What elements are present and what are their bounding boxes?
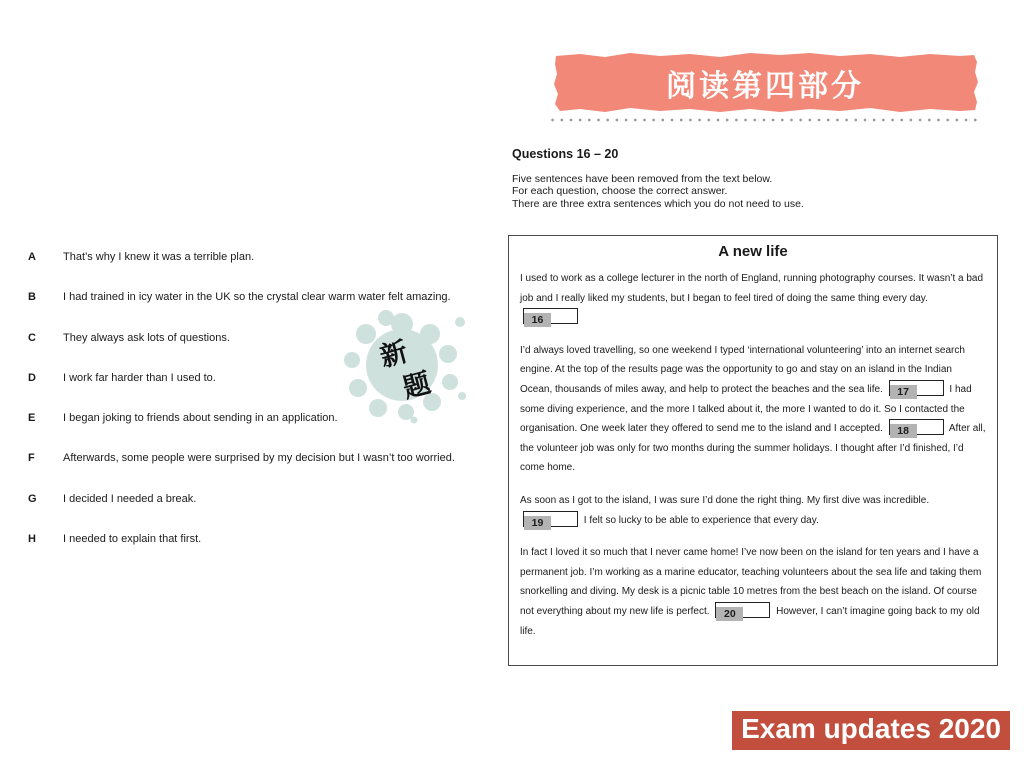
- option-text: I needed to explain that first.: [63, 533, 202, 546]
- option-row-F: [28, 452, 510, 492]
- gap-blank: [743, 603, 769, 617]
- answer-gap-17[interactable]: [889, 380, 944, 396]
- option-letter: F: [28, 452, 35, 465]
- answer-gap-19[interactable]: [523, 511, 578, 527]
- option-text: I work far harder than I used to.: [63, 371, 216, 384]
- passage-paragraph: I used to work as a college lecturer in the north of England, running photography courses. It wasn’t a bad job and I really liked my students, but I began to feel tired of doing the same thing every day. 16: [520, 273, 984, 327]
- answer-gap-18[interactable]: [889, 419, 944, 438]
- option-text: They always ask lots of questions.: [63, 331, 230, 344]
- option-letter: H: [28, 533, 36, 546]
- option-letter: D: [28, 371, 36, 384]
- option-row-A: [28, 251, 510, 291]
- gap-blank: [917, 420, 943, 434]
- section-banner: [550, 52, 980, 114]
- option-row-G: [28, 493, 510, 533]
- option-letter: B: [28, 291, 36, 304]
- gap-number: 18: [890, 424, 917, 438]
- option-row-H: [28, 533, 510, 573]
- footer-banner: [732, 711, 1010, 750]
- option-letter: C: [28, 331, 36, 344]
- gap-number: 19: [524, 516, 551, 530]
- passage-box: [508, 235, 998, 666]
- footer-banner-label: Exam updates 2020: [741, 713, 1001, 744]
- gap-number: 16: [524, 313, 551, 327]
- gap-blank: [917, 381, 943, 395]
- gap-blank: [551, 512, 577, 526]
- option-letter: G: [28, 492, 37, 505]
- instructions: [512, 173, 804, 210]
- questions-range-title: Questions 16 – 20: [512, 147, 619, 161]
- answer-gap-20[interactable]: [715, 602, 770, 618]
- stamp-char-new: 新: [376, 336, 411, 373]
- instruction-line: There are three extra sentences which you do not need to use.: [512, 197, 804, 210]
- option-text: That’s why I knew it was a terrible plan.: [63, 251, 255, 263]
- gap-number: 17: [890, 385, 917, 399]
- passage-paragraph: In fact I loved it so much that I never came home! I’ve now been on the island for ten years and I have a permanent job. I’m working as a marine educator, teaching volunteers about the sea life and taking them snorkelling and diving. My desk is a picnic table 10 metres from the best beach on the island. Of course not everything about my new life is perfect. 20 However, I can’t imagine going back to my old life.: [520, 547, 982, 637]
- section-banner-label: 阅读第四部分: [666, 70, 864, 103]
- new-question-stamp: [344, 310, 466, 424]
- passage-body: [520, 269, 986, 641]
- option-text: I began joking to friends about sending in an application.: [63, 412, 338, 425]
- option-text: I had trained in icy water in the UK so the crystal clear warm water felt amazing.: [63, 291, 451, 304]
- dotted-divider: [548, 117, 982, 123]
- passage-paragraph: I’d always loved travelling, so one weekend I typed ‘international volunteering’ into an internet search engine. At the top of the results page was the opportunity to go and stay on an island in the Indian Ocean, thousands of miles away, and help to protect the beaches and the sea life. 17 I had some diving experience, and the more I talked about it, the more I wanted to do it. So I contacted the organisation. One week later they offered to send me to the island and I accepted. 18 After all, the volunteer job was only for two months during the summer holidays. I thought after I’d finished, I’d come home.: [520, 344, 986, 474]
- answer-gap-16[interactable]: [523, 308, 578, 327]
- instruction-line: Five sentences have been removed from the text below.: [512, 173, 773, 185]
- gap-blank: [551, 309, 577, 323]
- option-letter: E: [28, 412, 36, 425]
- passage-title: A new life: [718, 243, 788, 260]
- instruction-line: For each question, choose the correct answer.: [512, 185, 728, 198]
- option-text: I decided I needed a break.: [63, 492, 197, 505]
- gap-number: 20: [716, 607, 743, 621]
- passage-paragraph: As soon as I got to the island, I was sure I’d done the right thing. My first dive was incredible. 19 I felt so lucky to be able to experience that every day.: [520, 494, 930, 529]
- stamp-char-question: 题: [399, 367, 434, 404]
- option-text: Afterwards, some people were surprised by my decision but I wasn’t too worried.: [63, 452, 455, 465]
- option-letter: A: [28, 251, 36, 263]
